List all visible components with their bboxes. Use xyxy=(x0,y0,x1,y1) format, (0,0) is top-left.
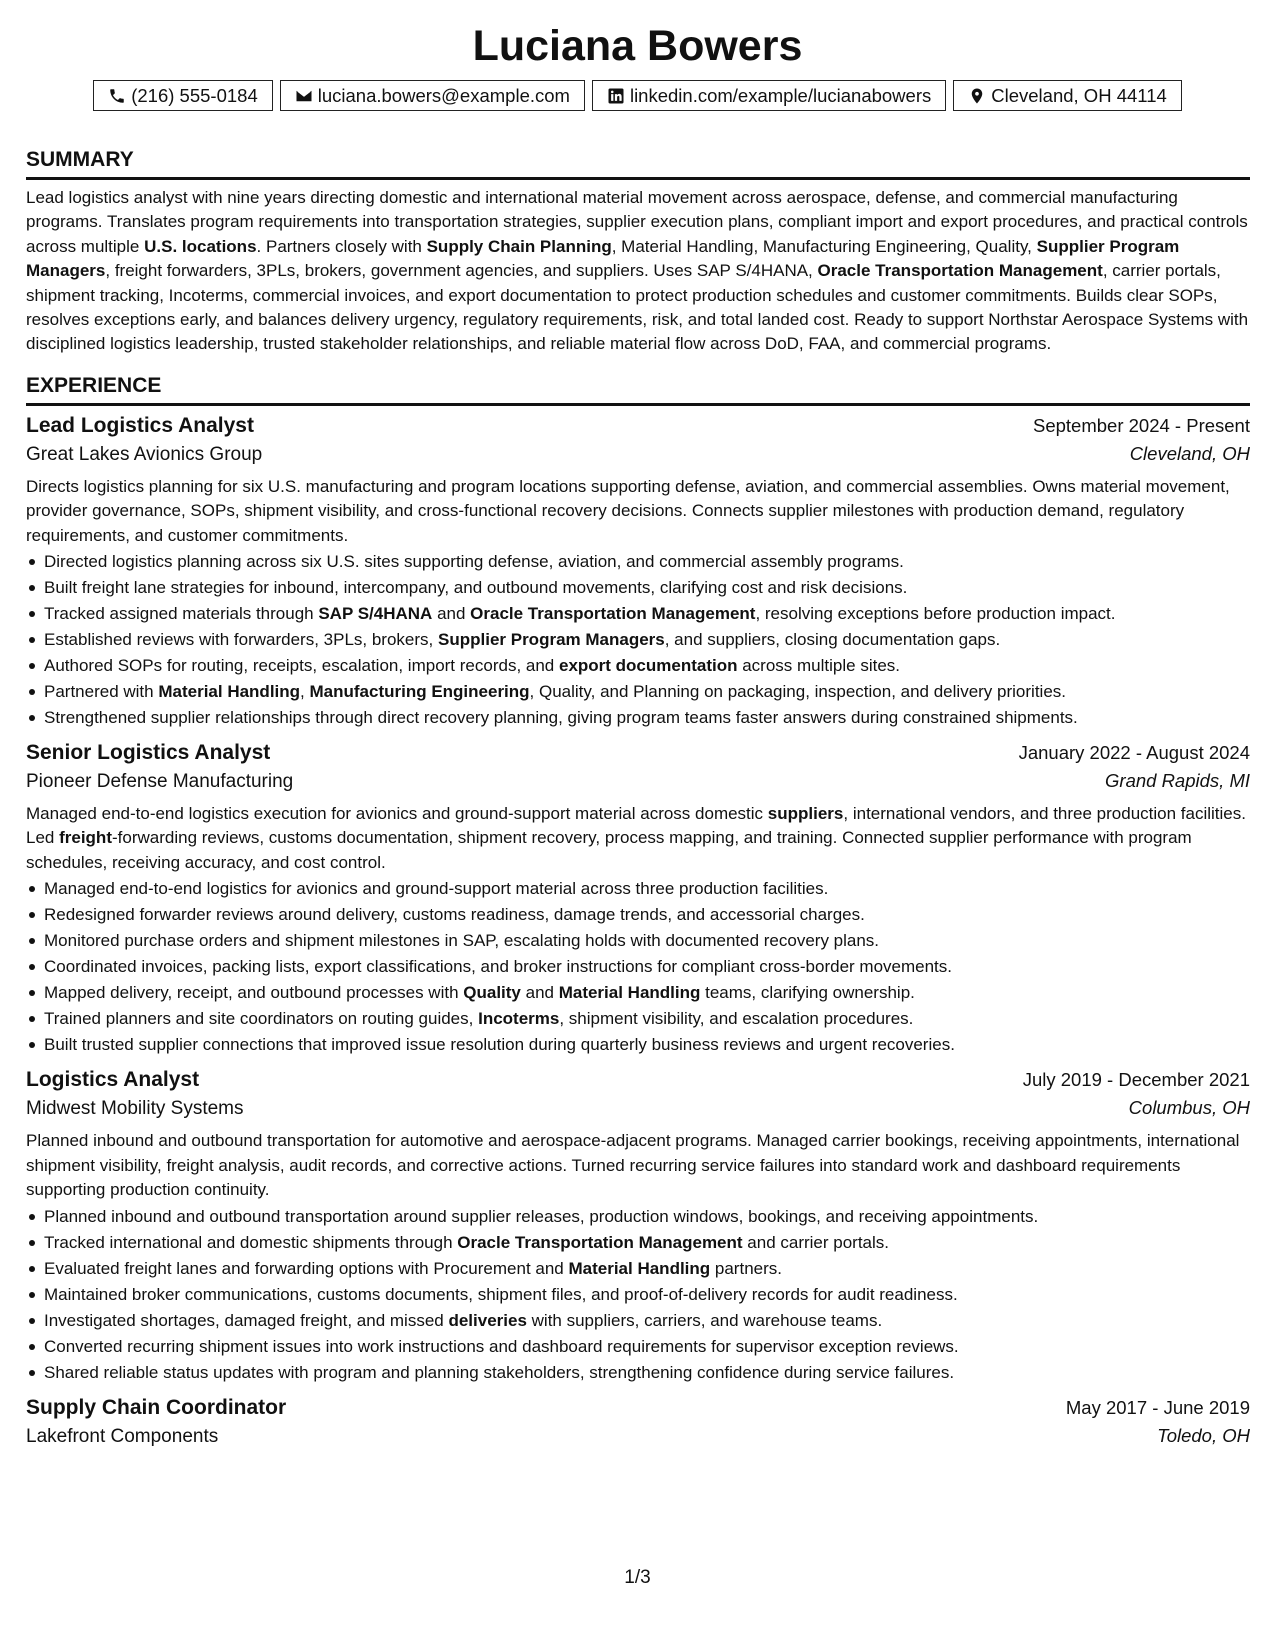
linkedin-chip[interactable] xyxy=(592,80,946,111)
map-pin-icon xyxy=(968,87,986,105)
linkedin-text: linkedin.com/example/lucianabowers xyxy=(629,84,932,106)
job-dates: July 2019 - December 2021 xyxy=(1022,1069,1250,1091)
job-dates: January 2022 - August 2024 xyxy=(1018,742,1250,764)
job-company: Lakefront Components xyxy=(26,1425,219,1447)
list-item: Coordinated invoices, packing lists, export classifications, and broker instructions for compliant cross-border movements. xyxy=(26,954,1250,980)
candidate-name: Luciana Bowers xyxy=(472,22,803,70)
page-number: 1/3 xyxy=(624,1567,651,1588)
list-item: Evaluated freight lanes and forwarding options with Procurement and Material Handling partners. xyxy=(26,1256,1250,1282)
job-title: Lead Logistics Analyst xyxy=(26,413,254,437)
job-entry xyxy=(26,1394,1250,1451)
list-item: Managed end-to-end logistics for avionics and ground-support material across three production facilities. xyxy=(26,876,1250,902)
job-dates: May 2017 - June 2019 xyxy=(1065,1396,1250,1418)
list-item: Planned inbound and outbound transportation around supplier releases, production windows, bookings, and receiving appointments. xyxy=(26,1204,1250,1230)
phone-text: (216) 555-0184 xyxy=(131,84,258,106)
job-description: Managed end-to-end logistics execution for avionics and ground-support material across domestic suppliers, international vendors, and three production facilities. Led freight-forwarding reviews, customs documentation, shipment recovery, process mapping, and training. Connected supplier performance with program schedules, receiving accuracy, and cost control. xyxy=(26,804,1246,872)
summary-paragraph: Lead logistics analyst with nine years directing domestic and international material movement across aerospace, defense, and commercial manufacturing programs. Translates program requirements into transportation strategies, supplier execution plans, compliant import and export procedures, and practical controls across multiple U.S. locations. Partners closely with Supply Chain Planning, Material Handling, Manufacturing Engineering, Quality, Supplier Program Managers, freight forwarders, 3PLs, brokers, government agencies, and suppliers. Uses SAP S/4HANA, Oracle Transportation Management, carrier portals, shipment tracking, Incoterms, commercial invoices, and export documentation to protect production schedules and customer commitments. Builds clear SOPs, resolves exceptions early, and balances delivery urgency, regulatory requirements, risk, and total landed cost. Ready to support Northstar Aerospace Systems with disciplined logistics leadership, trusted stakeholder relationships, and reliable material flow across DoD, FAA, and commercial programs. xyxy=(26,188,1249,354)
list-item: Built trusted supplier connections that improved issue resolution during quarterly business reviews and urgent recoveries. xyxy=(26,1032,1250,1058)
linkedin-icon xyxy=(607,87,625,105)
list-item: Trained planners and site coordinators on routing guides, Incoterms, shipment visibility, and escalation procedures. xyxy=(26,1006,1250,1032)
phone-chip[interactable] xyxy=(93,80,273,111)
list-item: Tracked assigned materials through SAP S/4HANA and Oracle Transportation Management, resolving exceptions before production impact. xyxy=(26,601,1250,627)
job-description: Planned inbound and outbound transportation for automotive and aerospace-adjacent programs. Managed carrier bookings, receiving appointments, international shipment visibility, freight analysis, audit records, and corrective actions. Turned recurring service failures into standard work and dashboard requirements supporting production continuity. xyxy=(26,1131,1240,1200)
list-item: Monitored purchase orders and shipment milestones in SAP, escalating holds with documented recovery plans. xyxy=(26,928,1250,954)
list-item: Partnered with Material Handling, Manufacturing Engineering, Quality, and Planning on packaging, inspection, and delivery priorities. xyxy=(26,679,1250,705)
list-item: Established reviews with forwarders, 3PLs, brokers, Supplier Program Managers, and suppliers, closing documentation gaps. xyxy=(26,627,1250,653)
location-chip[interactable] xyxy=(953,80,1182,111)
contact-bar xyxy=(0,80,1275,111)
job-company: Great Lakes Avionics Group xyxy=(26,443,263,465)
resume-content xyxy=(26,147,1250,1457)
job-location: Grand Rapids, MI xyxy=(1105,770,1250,792)
list-item: Built freight lane strategies for inbound, intercompany, and outbound movements, clarifying cost and risk decisions. xyxy=(26,575,1250,601)
list-item: Mapped delivery, receipt, and outbound processes with Quality and Material Handling teams, clarifying ownership. xyxy=(26,980,1250,1006)
job-dates: September 2024 - Present xyxy=(1033,414,1250,436)
email-text: luciana.bowers@example.com xyxy=(317,84,570,106)
job-entry xyxy=(26,1066,1250,1385)
job-title: Logistics Analyst xyxy=(26,1068,200,1092)
list-item: Converted recurring shipment issues into work instructions and dashboard requirements for supervisor exception reviews. xyxy=(26,1334,1250,1360)
job-bullets xyxy=(26,876,1250,1058)
job-location: Columbus, OH xyxy=(1128,1097,1250,1119)
list-item: Strengthened supplier relationships through direct recovery planning, giving program teams faster answers during constrained shipments. xyxy=(26,705,1250,731)
job-bullets xyxy=(26,549,1250,731)
job-location: Cleveland, OH xyxy=(1129,442,1250,464)
list-item: Directed logistics planning across six U.S. sites supporting defense, aviation, and commercial assembly programs. xyxy=(26,549,1250,575)
list-item: Authored SOPs for routing, receipts, escalation, import records, and export documentation across multiple sites. xyxy=(26,653,1250,679)
experience-heading: EXPERIENCE xyxy=(26,373,1250,406)
job-title: Supply Chain Coordinator xyxy=(26,1395,287,1419)
summary-heading: SUMMARY xyxy=(26,147,1250,180)
list-item: Maintained broker communications, customs documents, shipment files, and proof-of-delivery records for audit readiness. xyxy=(26,1282,1250,1308)
list-item: Investigated shortages, damaged freight, and missed deliveries with suppliers, carriers, and warehouse teams. xyxy=(26,1308,1250,1334)
email-chip[interactable] xyxy=(280,80,585,111)
list-item: Shared reliable status updates with program and planning stakeholders, strengthening confidence during service failures. xyxy=(26,1360,1250,1386)
job-entry xyxy=(26,739,1250,1058)
location-text: Cleveland, OH 44114 xyxy=(991,84,1167,106)
job-title: Senior Logistics Analyst xyxy=(26,741,271,765)
envelope-icon xyxy=(295,87,313,105)
job-description: Directs logistics planning for six U.S. manufacturing and program locations supporting defense, aviation, and commercial assemblies. Owns material movement, provider governance, SOPs, shipment visibility, and cross-functional recovery decisions. Connects supplier milestones with production demand, regulatory requirements, and customer commitments. xyxy=(26,476,1230,545)
list-item: Tracked international and domestic shipments through Oracle Transportation Management and carrier portals. xyxy=(26,1230,1250,1256)
phone-icon xyxy=(108,87,126,105)
list-item: Redesigned forwarder reviews around delivery, customs readiness, damage trends, and accessorial charges. xyxy=(26,902,1250,928)
job-company: Pioneer Defense Manufacturing xyxy=(26,771,294,793)
job-entry xyxy=(26,412,1250,731)
job-bullets xyxy=(26,1204,1250,1386)
job-location: Toledo, OH xyxy=(1157,1424,1250,1446)
job-company: Midwest Mobility Systems xyxy=(26,1098,244,1120)
